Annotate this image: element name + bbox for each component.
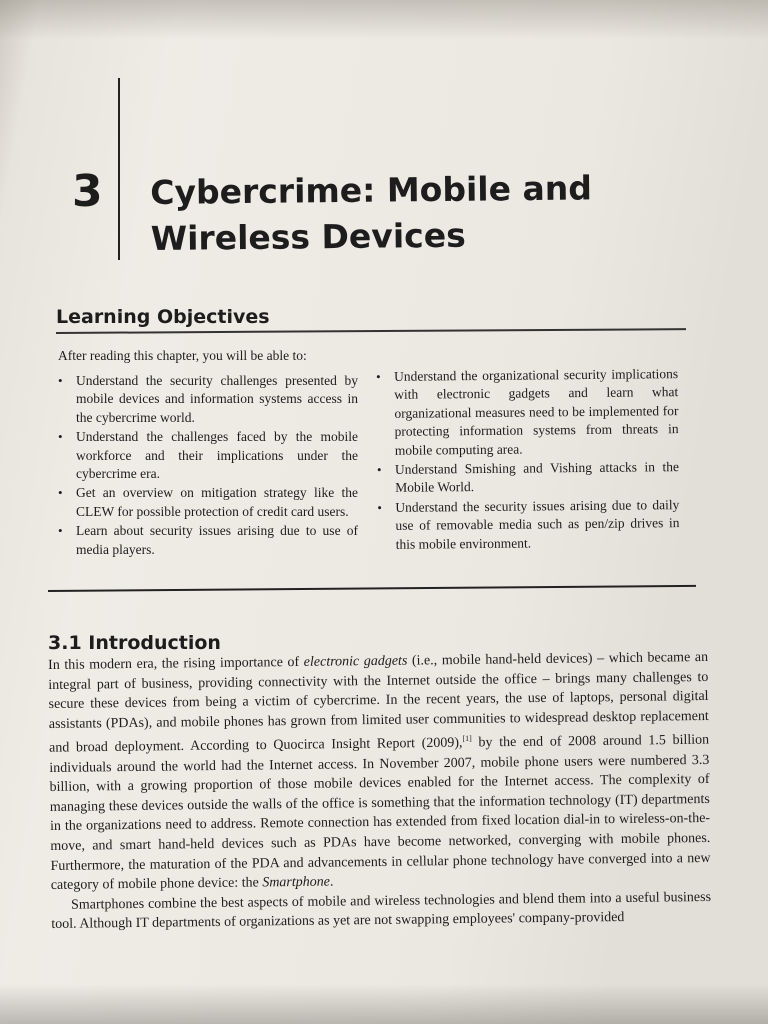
learning-objectives-left-column	[58, 372, 358, 560]
section-body	[48, 648, 711, 935]
page-shadow-bottom	[0, 984, 768, 1024]
learning-objectives-top-rule	[56, 328, 686, 333]
objective-item: • Understand the security challenges presented by mobile devices and information systems access in the cybercrime world.	[58, 373, 358, 425]
bullet-icon: •	[58, 429, 63, 445]
learning-objectives-right-column	[376, 365, 680, 555]
objective-item: • Understand the security issues arising due to daily use of removable media such as pen/zip drives in this mobile environment.	[377, 496, 680, 552]
objective-item: • Understand the organizational security implications with electronic gadgets and learn what organizational measures need to be implemented for protecting information systems from threats in mobile computing area.	[376, 366, 679, 458]
chapter-title-line-2: Wireless Devices	[150, 215, 466, 258]
bullet-icon: •	[376, 461, 382, 478]
bullet-icon: •	[58, 373, 63, 388]
reference-marker: [1]	[462, 734, 472, 744]
learning-objectives-bottom-rule	[48, 585, 696, 592]
emphasis-electronic-gadgets: electronic gadgets	[303, 653, 408, 670]
objective-item: • Understand Smishing and Vishing attacks in the Mobile World.	[376, 459, 680, 496]
learning-objectives-intro: After reading this chapter, you will be able to:	[58, 348, 307, 363]
chapter-divider	[118, 78, 120, 260]
page-shadow-top	[0, 0, 768, 40]
chapter-number: 3	[72, 166, 103, 217]
bullet-icon: •	[58, 485, 63, 501]
chapter-title	[150, 165, 671, 262]
objective-item: • Get an overview on mitigation strategy like the CLEW for possible protection of credit card users.	[58, 485, 358, 519]
chapter-title-line-1: Cybercrime: Mobile and	[150, 168, 593, 212]
bullet-icon: •	[376, 368, 381, 384]
bullet-icon: •	[377, 499, 382, 515]
learning-objectives-heading: Learning Objectives	[56, 306, 270, 328]
objective-item: • Learn about security issues arising due to use of media players.	[58, 523, 358, 557]
paragraph-2: Smartphones combine the best aspects of mobile and wireless technologies and blend them into a useful business tool. Although IT departments of organizations as yet are not swapping employees' company-provided	[51, 889, 712, 933]
section-heading: 3.1 Introduction	[48, 632, 221, 654]
emphasis-smartphone: Smartphone	[262, 874, 331, 891]
paragraph-1: In this modern era, the rising importance of electronic gadgets (i.e., mobile hand-held devices) – which became an integral part of business, providing connectivity with the Internet outside the office – brings many challenges to secure these devices from being a victim of cybercrime. In the recent years, the use of laptops, personal digital assistants (PDAs), and mobile phones has grown from limited user communities to widespread desktop replacement and broad deployment. According to Quocirca Insight Report (2009),[1] by the end of 2008 around 1.5 billion individuals around the world had the Internet access. In November 2007, mobile phone users were numbered 3.3 billion, with a growing proportion of those mobile devices enabled for the Internet access. The complexity of managing these devices outside the walls of the office is something that the information technology (IT) departments in the organizations need to address. Remote connection has extended from fixed location dial-in to wireless-on-the-move, and smart hand-held devices such as PDAs have become networked, converging with mobile phones. Furthermore, the maturation of the PDA and advancements in cellular phone technology have converged into a new category of mobile phone device: the Smartphone.	[48, 649, 711, 894]
objective-item: • Understand the challenges faced by the mobile workforce and their implications under the cybercrime era.	[58, 429, 358, 482]
bullet-icon: •	[58, 523, 63, 539]
